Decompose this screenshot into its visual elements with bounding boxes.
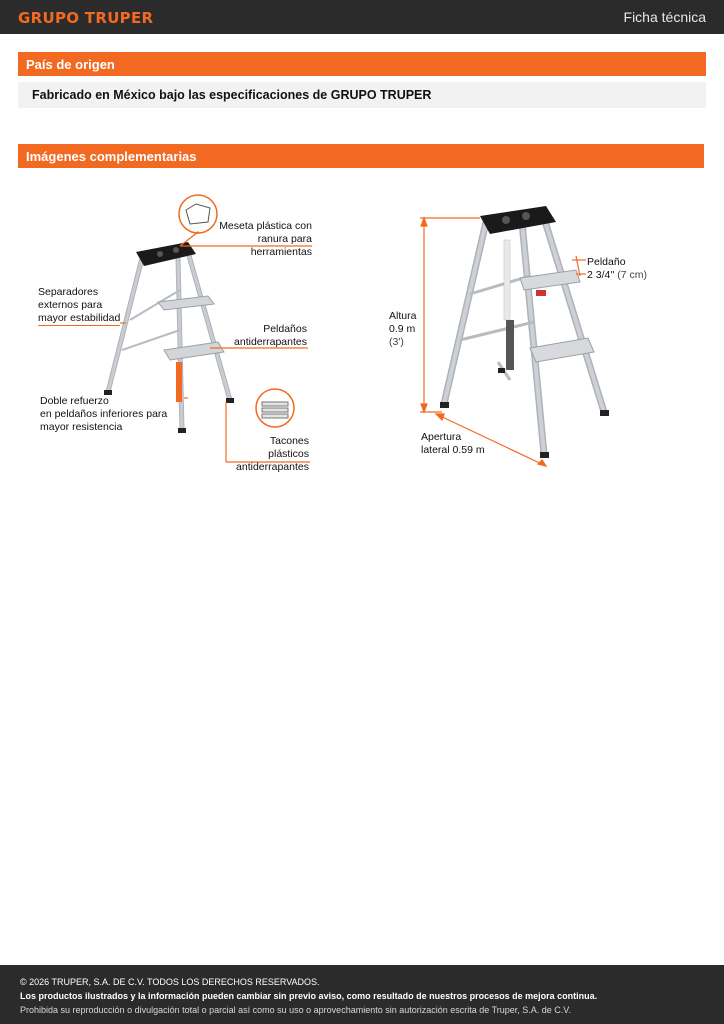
callout-top-tray: Meseta plástica con ranura para herramientas (219, 220, 312, 258)
dimension-step: Peldaño 2 3/4'' (7 cm) (587, 256, 648, 281)
dimension-height: Altura 0.9 m (3') (389, 310, 417, 348)
footer-legal: Prohibida su reproducción o divulgación total o parcial así como su uso o aprovechamiento sin autorización escrita de Truper, S.A. de C.V. (20, 1005, 571, 1015)
document-title: Ficha técnica (623, 9, 706, 25)
footer-copyright: © 2026 TRUPER, S.A. DE C.V. TODOS LOS DERECHOS RESERVADOS. (20, 977, 320, 987)
section-heading-images: Imágenes complementarias (18, 144, 704, 168)
section-heading-origin: País de origen (18, 52, 706, 76)
top-bar (0, 0, 724, 34)
callout-plastic-feet: Tacones plásticos antiderrapantes (236, 435, 309, 473)
callout-non-slip-steps: Peldaños antiderrapantes (234, 323, 307, 348)
footer (0, 965, 724, 1024)
dimension-opening: Apertura lateral 0.59 m (421, 431, 485, 456)
origin-text: Fabricado en México bajo las especificaciones de GRUPO TRUPER (18, 82, 706, 108)
truper-logo: GRUPO TRUPER (18, 9, 154, 27)
callout-double-reinforcement: Doble refuerzo en peldaños inferiores para mayor resistencia (40, 395, 168, 433)
footer-notice: Los productos ilustrados y la información pueden cambiar sin previo aviso, como resultado de nuestros procesos de mejora continua. (20, 991, 598, 1001)
ladder-dimensions-illustration (380, 190, 660, 470)
callout-separators: Separadores externos para mayor estabilidad (38, 286, 121, 324)
